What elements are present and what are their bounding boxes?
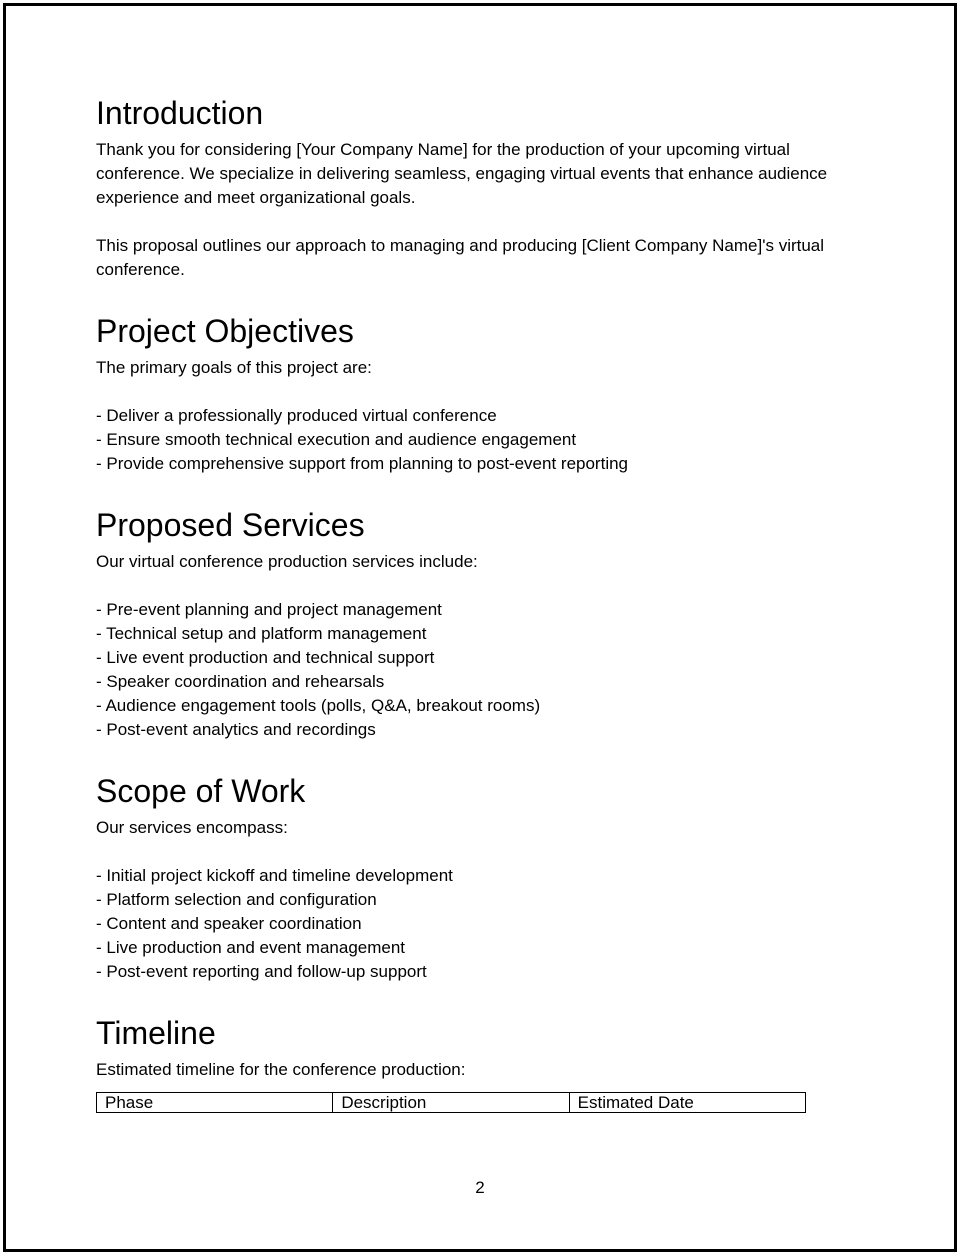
- introduction-paragraph: Thank you for considering [Your Company Name] for the production of your upcoming virtual conference. We specialize in delivering seamless, engaging virtual events that enhance audience experience and meet organizational goals.: [96, 140, 828, 207]
- document-body: [96, 94, 856, 1125]
- heading-introduction: Introduction: [96, 95, 264, 131]
- list-item: - Provide comprehensive support from planning to post-event reporting: [96, 454, 629, 473]
- objectives-intro: The primary goals of this project are:: [96, 358, 372, 377]
- list-item: - Pre-event planning and project management: [96, 600, 442, 619]
- list-item: - Live production and event management: [96, 938, 406, 957]
- list-item: - Post-event analytics and recordings: [96, 720, 376, 739]
- column-header-estimated-date: Estimated Date: [569, 1093, 805, 1113]
- section-timeline: [96, 1014, 856, 1113]
- section-scope-of-work: [96, 772, 856, 984]
- section-introduction: [96, 94, 856, 282]
- heading-timeline: Timeline: [96, 1015, 216, 1051]
- objectives-list: [96, 404, 856, 476]
- section-proposed-services: [96, 506, 856, 742]
- section-project-objectives: [96, 312, 856, 476]
- column-header-description: Description: [333, 1093, 569, 1113]
- list-item: - Initial project kickoff and timeline development: [96, 866, 453, 885]
- heading-scope-of-work: Scope of Work: [96, 773, 306, 809]
- list-item: - Technical setup and platform management: [96, 624, 427, 643]
- heading-proposed-services: Proposed Services: [96, 507, 365, 543]
- page-number: 2: [475, 1178, 485, 1197]
- list-item: - Platform selection and configuration: [96, 890, 377, 909]
- list-item: - Content and speaker coordination: [96, 914, 362, 933]
- services-intro: Our virtual conference production services include:: [96, 552, 478, 571]
- column-header-phase: Phase: [97, 1093, 333, 1113]
- heading-project-objectives: Project Objectives: [96, 313, 354, 349]
- services-list: [96, 598, 856, 742]
- list-item: - Ensure smooth technical execution and audience engagement: [96, 430, 577, 449]
- introduction-paragraph: This proposal outlines our approach to managing and producing [Client Company Name]'s virtual conference.: [96, 236, 825, 279]
- timeline-intro: Estimated timeline for the conference production:: [96, 1060, 466, 1079]
- list-item: - Audience engagement tools (polls, Q&A, breakout rooms): [96, 696, 541, 715]
- list-item: - Speaker coordination and rehearsals: [96, 672, 385, 691]
- scope-list: [96, 864, 856, 984]
- scope-intro: Our services encompass:: [96, 818, 288, 837]
- table-header-row: [97, 1093, 806, 1113]
- list-item: - Deliver a professionally produced virtual conference: [96, 406, 497, 425]
- list-item: - Post-event reporting and follow-up support: [96, 962, 427, 981]
- timeline-table: [96, 1092, 806, 1113]
- list-item: - Live event production and technical support: [96, 648, 435, 667]
